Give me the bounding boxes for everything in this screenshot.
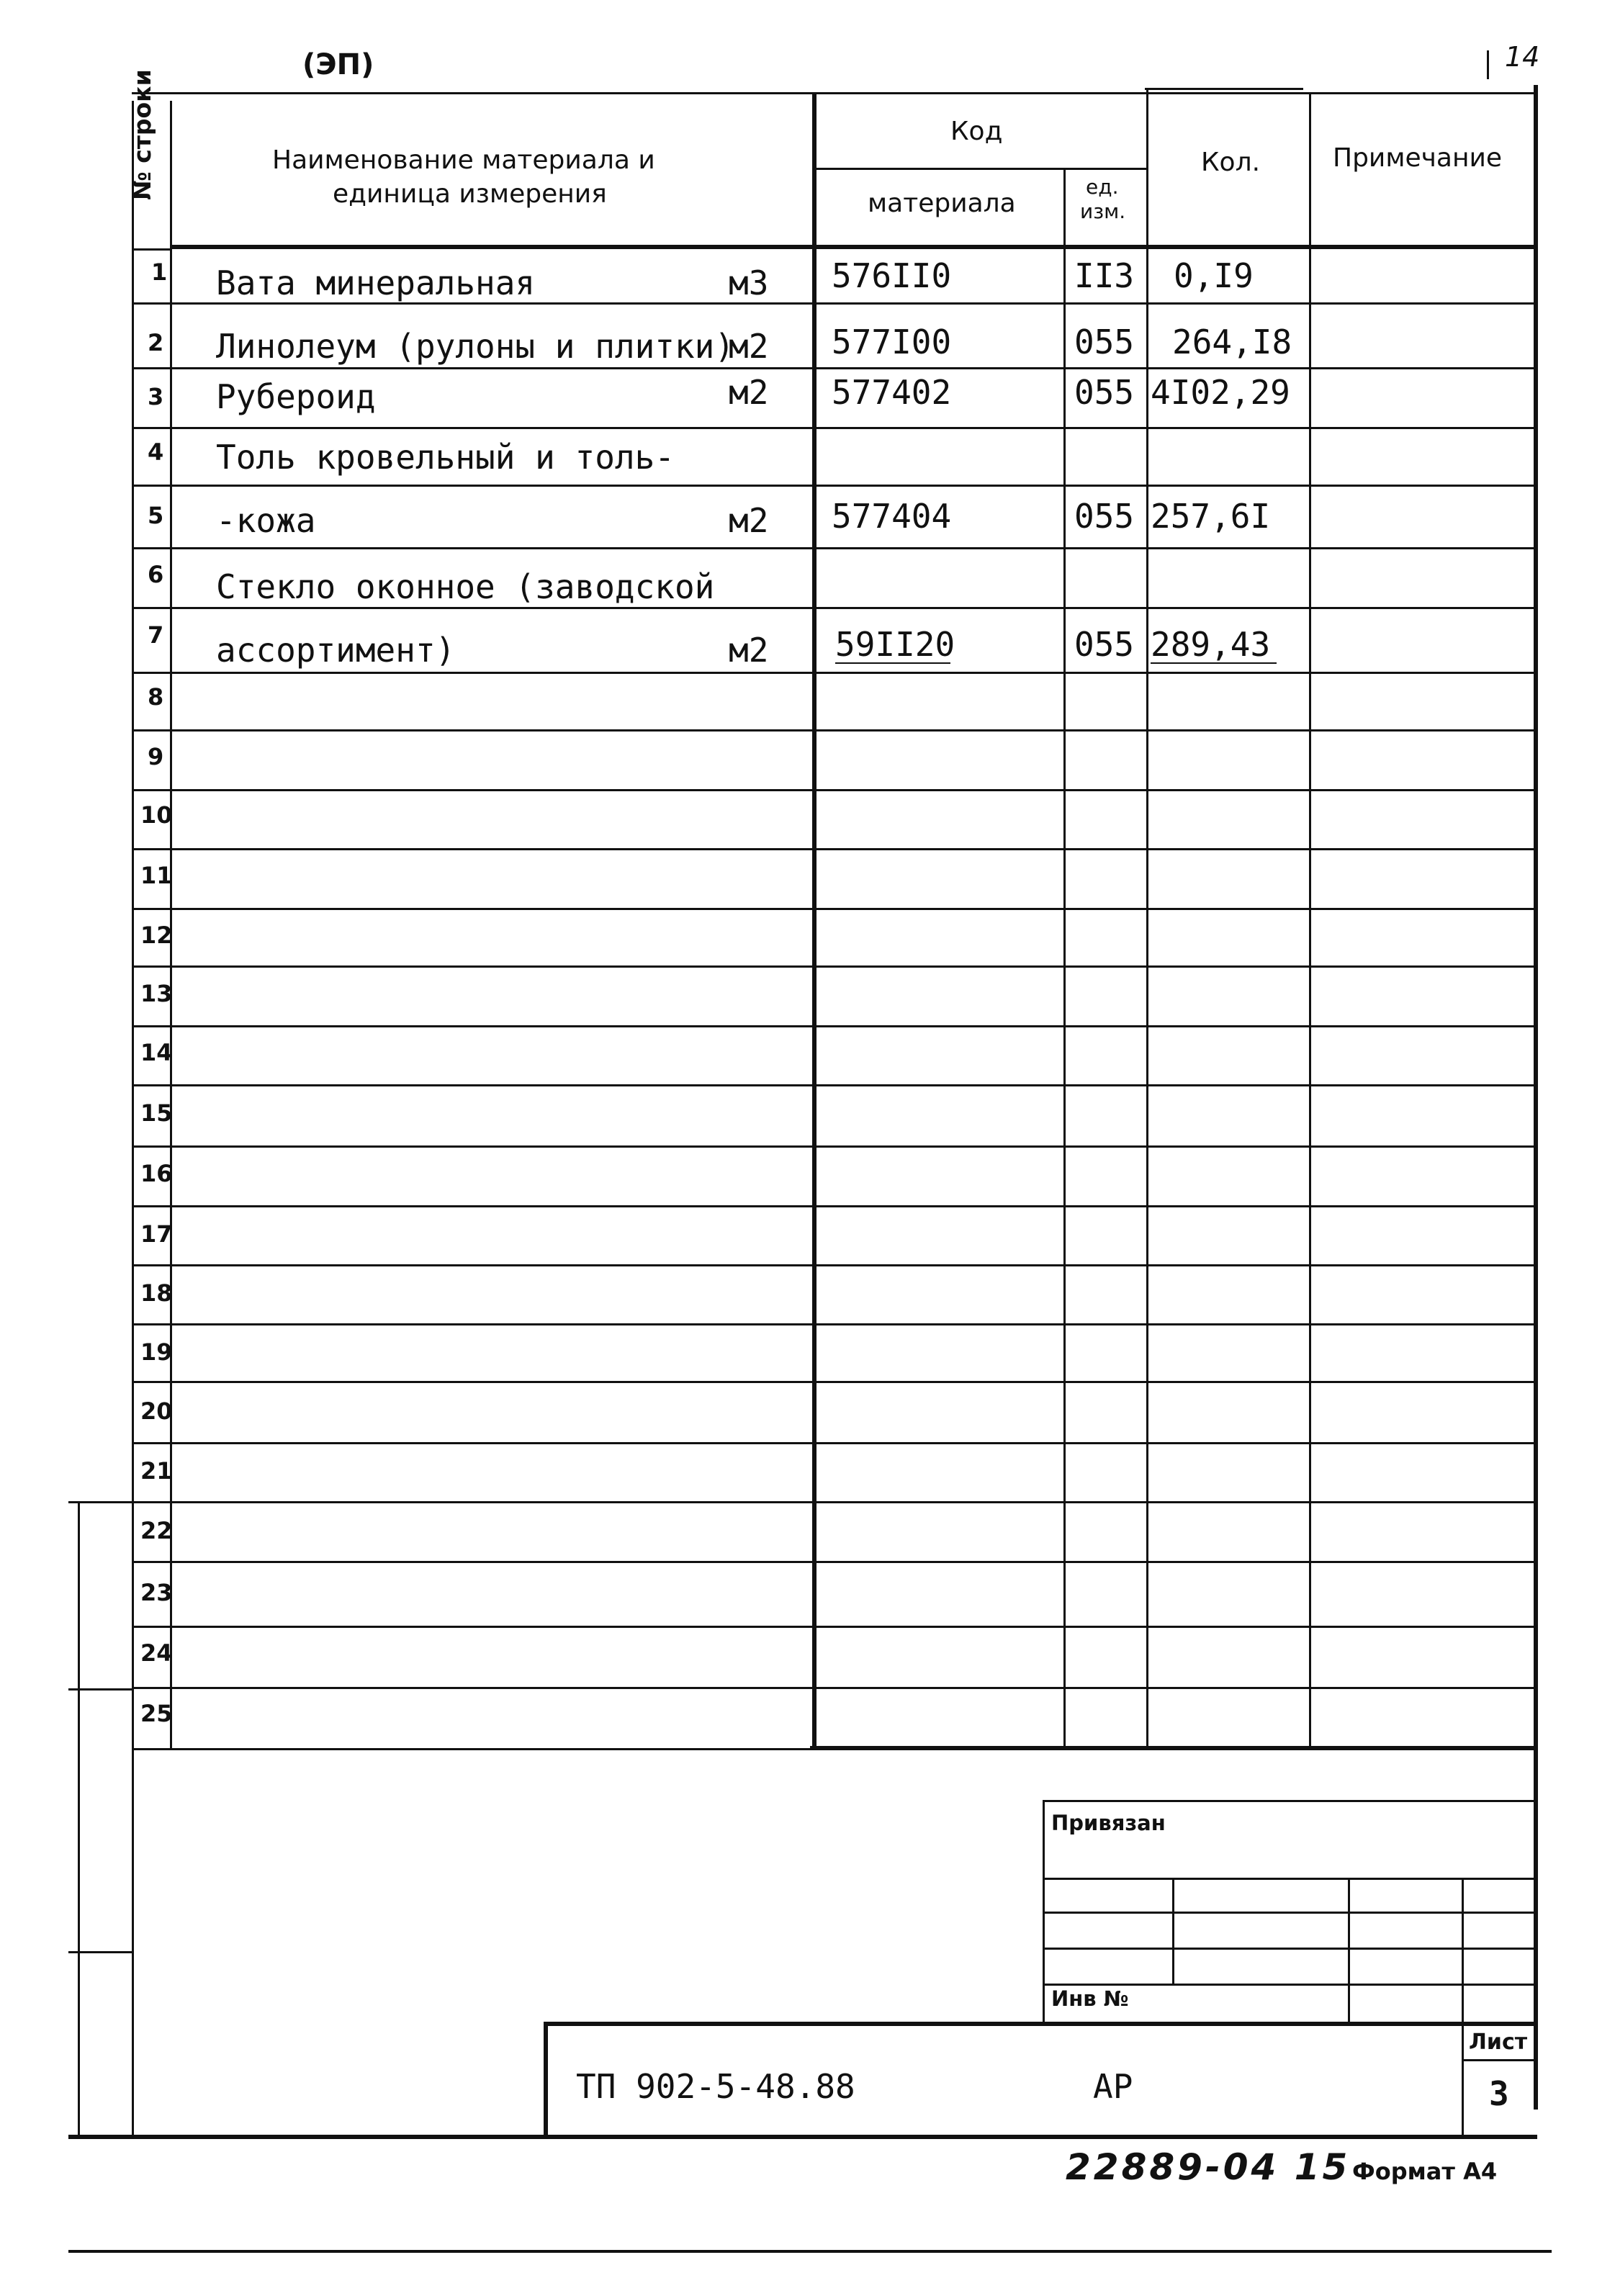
row-number: 13 — [140, 980, 173, 1007]
code-unit-header-line2: изм. — [1080, 199, 1126, 223]
unit-code: 055 — [1074, 497, 1135, 536]
name-header-line2: единица измерения — [333, 179, 607, 209]
row-number: 8 — [148, 683, 164, 711]
note-header: Примечание — [1333, 143, 1503, 173]
bound-label: Привязан — [1051, 1811, 1166, 1835]
page-mark: 14 — [1505, 41, 1540, 73]
material-code: 577404 — [832, 497, 952, 536]
row-number: 4 — [148, 438, 164, 466]
material-code: 577402 — [832, 373, 952, 412]
row-number: 21 — [140, 1457, 173, 1485]
material-unit: м2 — [729, 501, 769, 540]
material-unit: м2 — [729, 373, 769, 412]
unit-code: 055 — [1074, 625, 1135, 664]
row-number: 2 — [148, 329, 164, 356]
row-number: 25 — [140, 1700, 173, 1727]
material-unit: м3 — [729, 264, 769, 302]
row-number: 5 — [148, 502, 164, 529]
quantity: 264,I8 — [1172, 323, 1292, 361]
row-number: 7 — [148, 621, 164, 649]
corner-mark: (ЭП) — [302, 48, 374, 81]
material-name: Линолеум (рулоны и плитки) — [216, 327, 735, 366]
material-code: 576II0 — [832, 256, 952, 295]
row-number: 20 — [140, 1397, 173, 1425]
row-number: 19 — [140, 1338, 173, 1366]
document-code: ТП 902-5-48.88 — [576, 2067, 855, 2106]
row-number: 3 — [148, 383, 164, 410]
sheet-number: 3 — [1489, 2074, 1509, 2113]
unit-code: II3 — [1074, 256, 1135, 295]
quantity: 4I02,29 — [1151, 373, 1290, 412]
row-number: 10 — [140, 801, 173, 829]
quantity: 0,I9 — [1174, 256, 1254, 295]
row-number: 17 — [140, 1220, 173, 1248]
code-material-header: материала — [868, 189, 1016, 218]
material-name: ассортимент) — [216, 631, 456, 670]
inventory-number: 22889-04 15 — [1066, 2146, 1351, 2188]
inv-label: Инв № — [1051, 1986, 1129, 2011]
section-code: АР — [1093, 2067, 1133, 2106]
row-number: 14 — [140, 1039, 173, 1066]
row-number: 22 — [140, 1517, 173, 1544]
page-bottom-rule — [68, 2250, 1552, 2253]
row-number: 11 — [140, 862, 173, 889]
row-number: 1 — [151, 258, 168, 286]
material-name: Стекло оконное (заводской — [216, 567, 715, 606]
row-number: 24 — [140, 1639, 173, 1667]
material-name: Вата минеральная — [216, 264, 536, 302]
row-number: 6 — [148, 561, 164, 588]
quantity: 289,43 — [1151, 625, 1271, 664]
code-unit-header-line1: ед. — [1086, 175, 1119, 199]
row-number: 15 — [140, 1099, 173, 1127]
unit-code: 055 — [1074, 323, 1135, 361]
row-number: 9 — [148, 743, 164, 770]
row-number: 23 — [140, 1579, 173, 1606]
material-unit: м2 — [729, 327, 769, 366]
material-name: Рубероид — [216, 377, 376, 416]
row-number-header: № строки — [128, 69, 156, 200]
sheet-label: Лист — [1469, 2030, 1528, 2055]
format-label: Формат А4 — [1352, 2158, 1498, 2185]
material-name: Толь кровельный и толь- — [216, 438, 675, 477]
qty-header: Кол. — [1201, 148, 1261, 177]
row-number: 16 — [140, 1160, 173, 1187]
material-code: 59II20 — [835, 625, 955, 664]
material-unit: м2 — [729, 631, 769, 670]
name-header-line1: Наименование материала и — [272, 145, 655, 175]
row-number: 12 — [140, 922, 173, 949]
row-number: 18 — [140, 1279, 173, 1307]
material-code: 577I00 — [832, 323, 952, 361]
quantity: 257,6I — [1151, 497, 1271, 536]
code-header: Код — [950, 117, 1003, 146]
unit-code: 055 — [1074, 373, 1135, 412]
material-name: -кожа — [216, 501, 316, 540]
